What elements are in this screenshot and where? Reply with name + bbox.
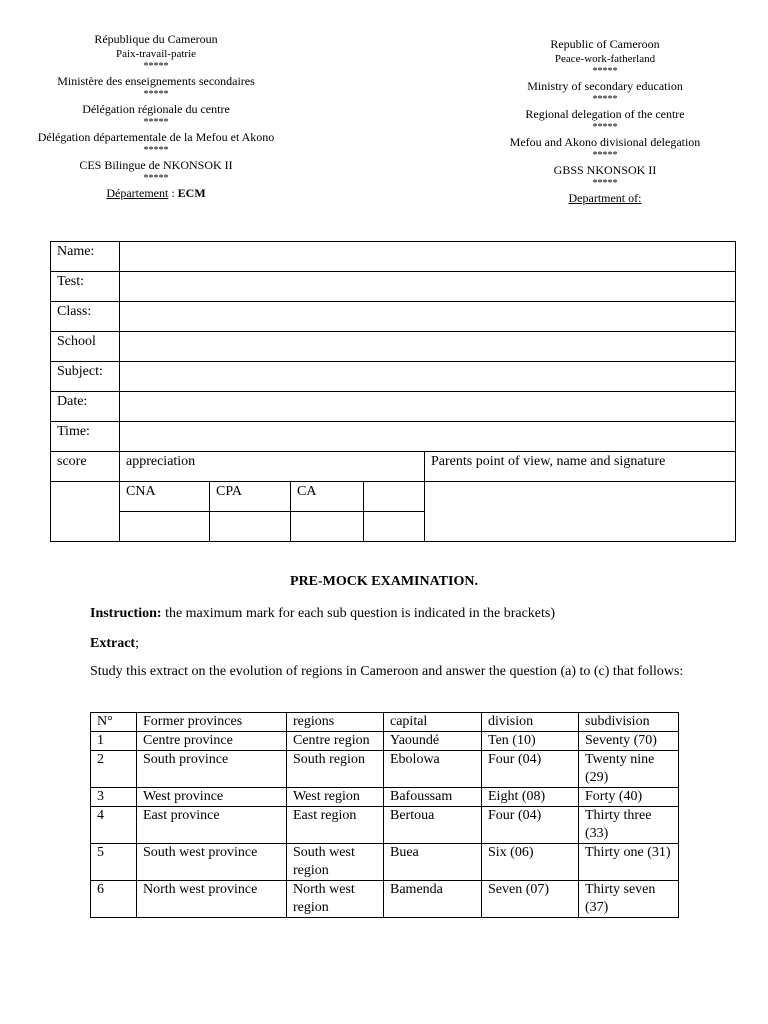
stars-separator: ***** bbox=[592, 150, 618, 161]
ministry-en: Ministry of secondary education bbox=[527, 79, 683, 93]
label-class: Class: bbox=[51, 302, 120, 332]
label-ca: CA bbox=[291, 482, 364, 512]
parents-signature-field[interactable] bbox=[425, 482, 736, 542]
label-appreciation: appreciation bbox=[120, 452, 425, 482]
divisional-delegation-fr: Délégation départementale de la Mefou et Akono bbox=[37, 130, 275, 144]
table-row bbox=[91, 788, 679, 807]
country-name-en: Republic of Cameroon bbox=[550, 37, 660, 51]
school-field[interactable] bbox=[120, 332, 736, 362]
instruction-text: the maximum mark for each sub question is indicated in the brackets) bbox=[161, 606, 556, 621]
stars-separator: ***** bbox=[592, 66, 618, 77]
label-score: score bbox=[51, 452, 120, 482]
table-cell: North west province bbox=[137, 881, 287, 918]
table-cell: South west province bbox=[137, 844, 287, 881]
table-row bbox=[51, 272, 736, 302]
table-row bbox=[51, 302, 736, 332]
school-name-en: GBSS NKONSOK II bbox=[553, 163, 657, 177]
motto-en: Peace-work-fatherland bbox=[554, 53, 656, 65]
table-cell: 1 bbox=[91, 732, 137, 751]
table-cell: Buea bbox=[384, 844, 482, 881]
regions-table bbox=[90, 712, 679, 918]
department-value: ECM bbox=[177, 186, 206, 200]
stars-separator: ***** bbox=[592, 94, 618, 105]
table-cell: South province bbox=[137, 751, 287, 788]
table-cell: Seven (07) bbox=[482, 881, 579, 918]
student-info-table bbox=[50, 241, 736, 542]
department-label-en: Department of bbox=[568, 191, 639, 205]
table-cell: Six (06) bbox=[482, 844, 579, 881]
column-header: Former provinces bbox=[137, 713, 287, 732]
column-header: subdivision bbox=[579, 713, 679, 732]
label-test: Test: bbox=[51, 272, 120, 302]
stars-separator: ***** bbox=[143, 89, 169, 100]
extract-label: Extract bbox=[90, 636, 136, 651]
divisional-delegation-en: Mefou and Akono divisional delegation bbox=[509, 135, 701, 149]
table-cell: Seventy (70) bbox=[579, 732, 679, 751]
table-cell: North west region bbox=[287, 881, 384, 918]
instruction-label: Instruction: bbox=[90, 606, 162, 621]
table-cell: Eight (08) bbox=[482, 788, 579, 807]
stars-separator: ***** bbox=[143, 117, 169, 128]
table-row bbox=[91, 844, 679, 881]
regional-delegation-fr: Délégation régionale du centre bbox=[82, 102, 230, 116]
blank-field[interactable] bbox=[364, 512, 425, 542]
table-row bbox=[51, 332, 736, 362]
table-cell: Twenty nine (29) bbox=[579, 751, 679, 788]
department-sep: : bbox=[168, 186, 178, 200]
table-cell: 5 bbox=[91, 844, 137, 881]
table-row bbox=[51, 392, 736, 422]
table-cell: South west region bbox=[287, 844, 384, 881]
school-name-fr: CES Bilingue de NKONSOK II bbox=[79, 158, 233, 172]
table-cell: 6 bbox=[91, 881, 137, 918]
table-cell: Thirty three (33) bbox=[579, 807, 679, 844]
header-right-en bbox=[502, 36, 708, 206]
label-name: Name: bbox=[51, 242, 120, 272]
score-field[interactable] bbox=[51, 482, 120, 542]
cna-field[interactable] bbox=[120, 512, 210, 542]
table-cell: Centre province bbox=[137, 732, 287, 751]
extract-sep: ; bbox=[135, 636, 139, 651]
stars-separator: ***** bbox=[143, 145, 169, 156]
label-parents: Parents point of view, name and signature bbox=[425, 452, 736, 482]
table-row bbox=[91, 881, 679, 918]
cpa-field[interactable] bbox=[210, 512, 291, 542]
stars-separator: ***** bbox=[592, 178, 618, 189]
label-date: Date: bbox=[51, 392, 120, 422]
class-field[interactable] bbox=[120, 302, 736, 332]
stars-separator: ***** bbox=[592, 122, 618, 133]
table-row bbox=[91, 732, 679, 751]
table-cell: Four (04) bbox=[482, 751, 579, 788]
table-cell: 4 bbox=[91, 807, 137, 844]
column-header: regions bbox=[287, 713, 384, 732]
date-field[interactable] bbox=[120, 392, 736, 422]
label-subject: Subject: bbox=[51, 362, 120, 392]
table-cell: West province bbox=[137, 788, 287, 807]
extract-line bbox=[90, 634, 700, 653]
table-cell: Four (04) bbox=[482, 807, 579, 844]
table-row bbox=[91, 751, 679, 788]
stars-separator: ***** bbox=[143, 61, 169, 72]
table-cell: South region bbox=[287, 751, 384, 788]
instruction-line bbox=[90, 604, 700, 623]
table-row bbox=[51, 452, 736, 482]
table-cell: Thirty one (31) bbox=[579, 844, 679, 881]
department-sep: : bbox=[638, 191, 642, 205]
table-cell: Ten (10) bbox=[482, 732, 579, 751]
table-cell: Ebolowa bbox=[384, 751, 482, 788]
column-header: N° bbox=[91, 713, 137, 732]
header-left-fr bbox=[30, 31, 282, 201]
exam-title: PRE-MOCK EXAMINATION. bbox=[290, 574, 478, 589]
column-header: division bbox=[482, 713, 579, 732]
time-field[interactable] bbox=[120, 422, 736, 452]
name-field[interactable] bbox=[120, 242, 736, 272]
table-row bbox=[51, 242, 736, 272]
table-cell: 3 bbox=[91, 788, 137, 807]
table-row bbox=[91, 807, 679, 844]
regional-delegation-en: Regional delegation of the centre bbox=[525, 107, 685, 121]
stars-separator: ***** bbox=[143, 173, 169, 184]
country-name-fr: République du Cameroun bbox=[94, 32, 218, 46]
table-cell: East region bbox=[287, 807, 384, 844]
table-cell: Forty (40) bbox=[579, 788, 679, 807]
label-time: Time: bbox=[51, 422, 120, 452]
department-line-en bbox=[502, 190, 708, 206]
label-cna: CNA bbox=[120, 482, 210, 512]
table-cell: Thirty seven (37) bbox=[579, 881, 679, 918]
blank-header-cell bbox=[364, 482, 425, 512]
table-cell: Bafoussam bbox=[384, 788, 482, 807]
label-cpa: CPA bbox=[210, 482, 291, 512]
table-cell: 2 bbox=[91, 751, 137, 788]
table-row bbox=[51, 482, 736, 512]
department-line-fr bbox=[30, 185, 282, 201]
table-row bbox=[51, 362, 736, 392]
label-school: School bbox=[51, 332, 120, 362]
test-field[interactable] bbox=[120, 272, 736, 302]
department-label-fr: Département bbox=[106, 186, 169, 200]
subject-field[interactable] bbox=[120, 362, 736, 392]
table-cell: Centre region bbox=[287, 732, 384, 751]
table-header-row bbox=[91, 713, 679, 732]
table-cell: Bertoua bbox=[384, 807, 482, 844]
ministry-fr: Ministère des enseignements secondaires bbox=[57, 74, 255, 88]
table-cell: East province bbox=[137, 807, 287, 844]
ca-field[interactable] bbox=[291, 512, 364, 542]
table-cell: West region bbox=[287, 788, 384, 807]
table-cell: Yaoundé bbox=[384, 732, 482, 751]
column-header: capital bbox=[384, 713, 482, 732]
study-text: Study this extract on the evolution of regions in Cameroon and answer the question (a) to (c) that follows: bbox=[90, 664, 684, 679]
table-row bbox=[51, 422, 736, 452]
table-cell: Bamenda bbox=[384, 881, 482, 918]
motto-fr: Paix-travail-patrie bbox=[115, 48, 197, 60]
